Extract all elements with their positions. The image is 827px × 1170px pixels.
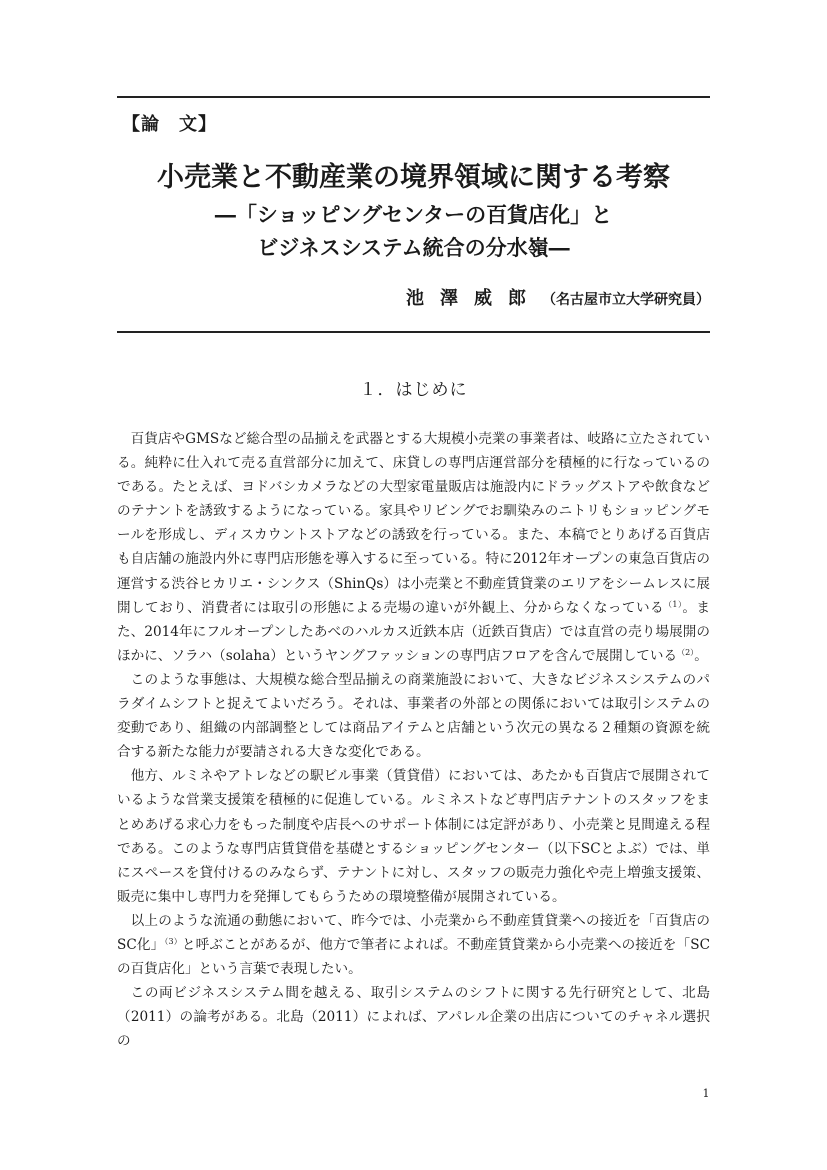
subtitle-line-2: ビジネスシステム統合の分水嶺― xyxy=(257,235,570,260)
footnote-ref: （2） xyxy=(677,647,695,657)
article-subtitle xyxy=(117,198,710,264)
author-name: 池澤威郎 xyxy=(406,288,542,309)
paragraph-text: 百貨店やGMSなど総合型の品揃えを武器とする大規模小売業の事業者は、岐路に立たされている。純粋に仕入れて売る直営部分に加えて、床貸しの専門店運営部分を積極的に行なっているのである。たとえば、ヨドバシカメラなどの大型家電量販店は施設内にドラッグストアや飲食などのテナントを誘致するようになっている。家具やリビングでお馴染みのニトリもショッピングモールを形成し、ディスカウントストアなどの誘致を行っている。また、本稿でとりあげる百貨店も自店舗の施設内外に専門店形態を導入するに至っている。特に2012年オープンの東急百貨店の運営する渋谷ヒカリエ・シンクス（ShinQs）は小売業と不動産賃貸業のエリアをシームレスに展開しており、消費者には取引の形態による売場の違いが外観上、分からなくなっている xyxy=(117,431,710,616)
paragraph: この両ビジネスシステム間を越える、取引システムのシフトに関する先行研究として、北島（2011）の論考がある。北島（2011）によれば、アパレル企業の出店についてのチャネル選択の xyxy=(117,985,710,1050)
author-affiliation: （名古屋市立大学研究員） xyxy=(542,292,710,308)
header-rule xyxy=(117,96,710,98)
article-category: 【論 文】 xyxy=(122,114,217,135)
section-heading: １．はじめに xyxy=(359,380,468,400)
paragraph-text: 。また、2014年にフルオープンしたあべのハルカス近鉄本店（近鉄百貨店）では直営の売り場展開のほかに、ソラハ（solaha）というヤングファッションの専門店フロアを含んで展開している xyxy=(117,599,711,664)
subtitle-line-1: ―「ショッピングセンターの百貨店化」と xyxy=(214,202,613,227)
footnote-ref: （1） xyxy=(664,599,683,609)
paragraph-text: 以上のような流通の動態において、昨今では、小売業から不動産賃貸業への接近を「百貨店のSC化」 xyxy=(117,912,710,953)
title-block-rule xyxy=(117,331,710,333)
paragraph-text: 。 xyxy=(694,647,708,664)
page-number: 1 xyxy=(702,1087,710,1100)
paragraph xyxy=(117,427,710,668)
article-title: 小売業と不動産業の境界領域に関する考察 xyxy=(157,162,670,193)
body-text xyxy=(117,427,710,1053)
paragraph xyxy=(117,909,710,981)
paragraph-text: と呼ぶことがあるが、他方で筆者によれば。不動産賃貸業から小売業への接近を「SCの百貨店化」という言葉で表現したい。 xyxy=(117,936,710,978)
footnote-ref: （3） xyxy=(164,936,182,946)
author-line xyxy=(406,284,710,310)
paragraph: 他方、ルミネやアトレなどの駅ビル事業（賃貸借）においては、あたかも百貨店で展開されているような営業支援策を積極的に促進している。ルミネストなど専門店テナントのスタッフをまとめあげる求心力をもった制度や店長へのサポート体制には定評があり、小売業と見間違える程である。このような専門店賃貸借を基礎とするショッピングセンター（以下SCとよぶ）では、単にスペースを貸付けるのみならず、テナントに対し、スタッフの販売力強化や売上増強支援策、販売に集中し専門力を発揮してもらうための環境整備が展開されている。 xyxy=(117,768,710,905)
paragraph: このような事態は、大規模な総合型品揃えの商業施設において、大きなビジネスシステムのパラダイムシフトと捉えてよいだろう。それは、事業者の外部との関係においては取引システムの変動であり、組織の内部調整としては商品アイテムと店舗という次元の異なる２種類の資源を統合する新たな能力が要請される大きな変化である。 xyxy=(117,671,710,761)
